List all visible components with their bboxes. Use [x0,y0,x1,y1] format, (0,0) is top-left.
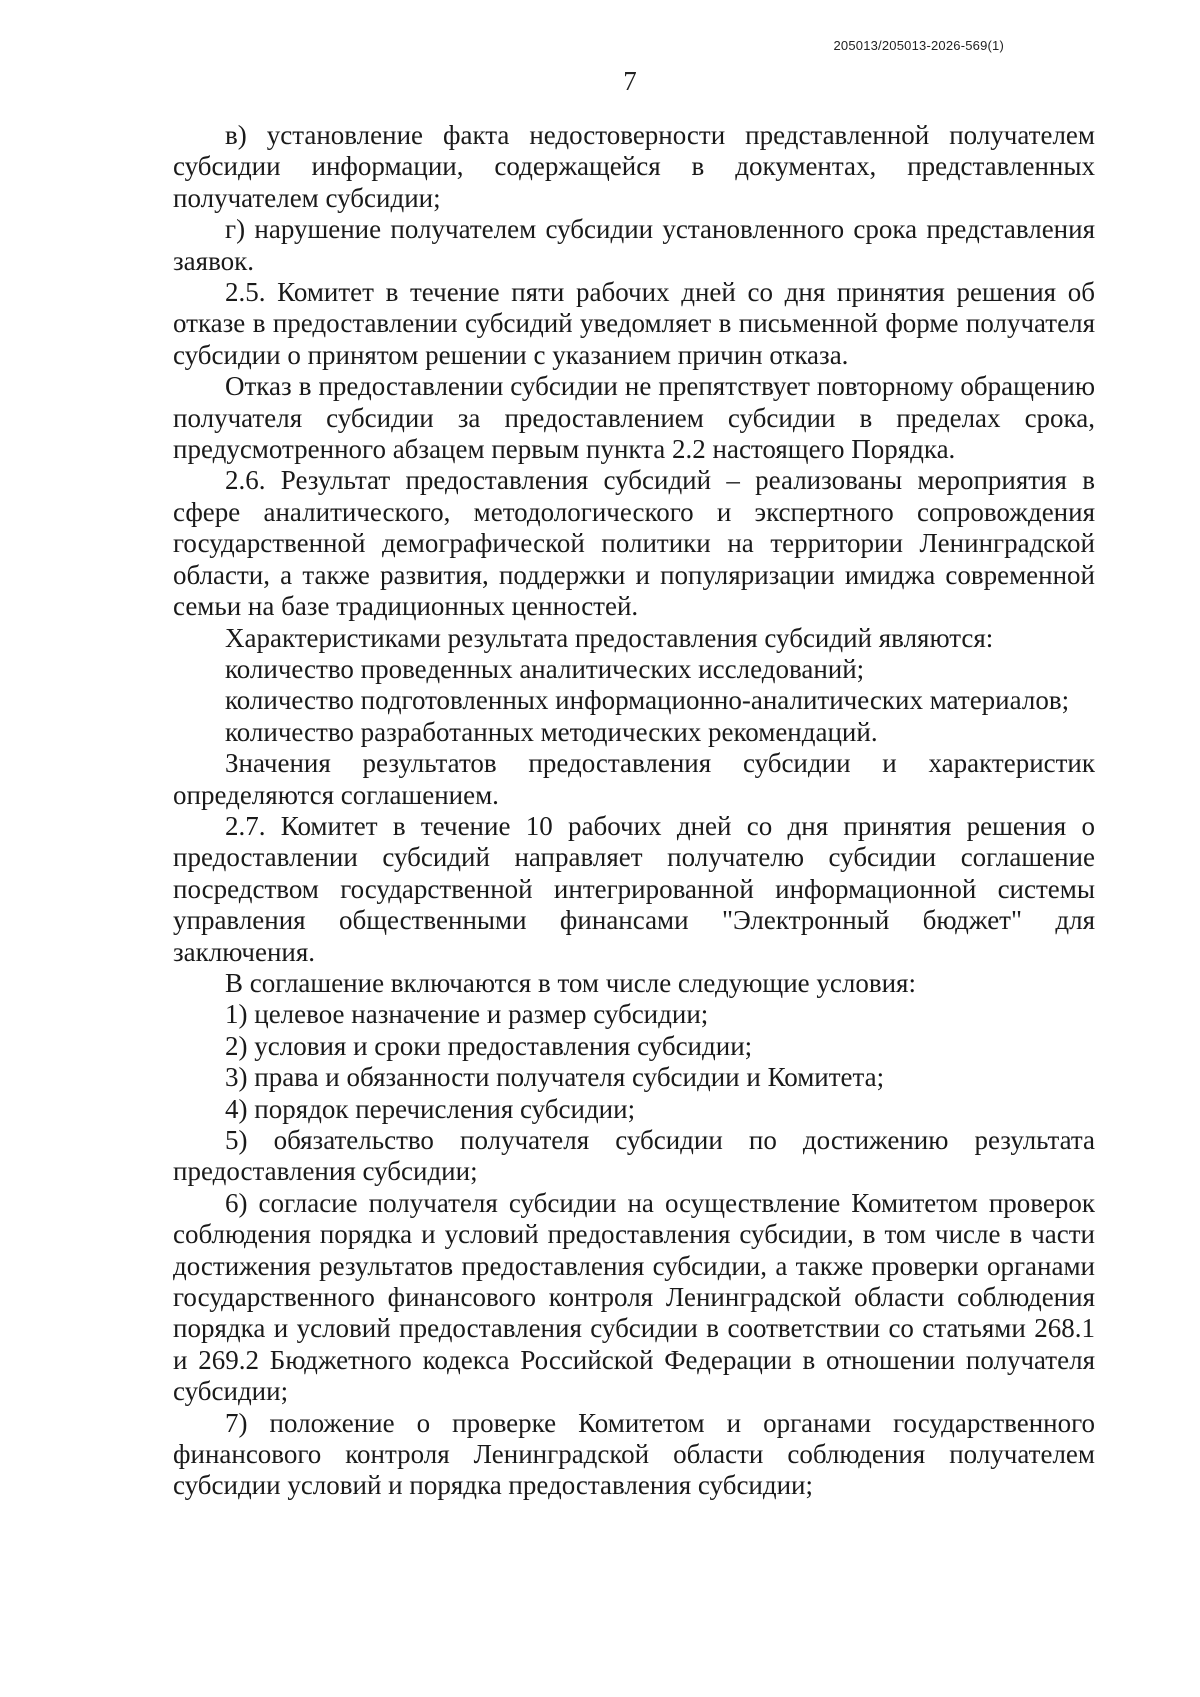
list-item: 6) согласие получателя субсидии на осуществление Комитетом проверок соблюдения порядка и условий предоставления субсидии, в том числе в части достижения результатов предоставления субсидии, а также проверки органами государственного финансового контроля Ленинградской области соблюдения порядка и условий предоставления субсидии в соответствии со статьями 268.1 и 269.2 Бюджетного кодекса Российской Федерации в отношении получателя субсидии; [173,1187,1095,1407]
list-item: количество проведенных аналитических исследований; [225,653,865,684]
list-item: 4) порядок перечисления субсидии; [225,1093,636,1124]
document-body [173,120,1095,1502]
document-id: 205013/205013-2026-569(1) [833,38,1004,53]
paragraph: 2.6. Результат предоставления субсидий – реализованы мероприятия в сфере аналитического, методологического и экспертного сопровождения государственной демографической политики на территории Ленинградской области, а также развития, поддержки и популяризации имиджа современной семьи на базе традиционных ценностей. [173,465,1095,622]
list-item: 7) положение о проверке Комитетом и органами государственного финансового контроля Ленинградской области соблюдения получателем субсидии условий и порядка предоставления субсидии; [173,1407,1095,1501]
paragraph: Значения результатов предоставления субсидии и характеристик определяются соглашением. [173,748,1095,810]
paragraph: Отказ в предоставлении субсидии не препятствует повторному обращению получателя субсидии за предоставлением субсидии в пределах срока, предусмотренного абзацем первым пункта 2.2 настоящего Порядка. [173,371,1095,465]
paragraph: 2.7. Комитет в течение 10 рабочих дней со дня принятия решения о предоставлении субсидий направляет получателю субсидии соглашение посредством государственной интегрированной информационной системы управления общественными финансами "Электронный бюджет" для заключения. [173,810,1095,967]
paragraph: г) нарушение получателем субсидии установленного срока представления заявок. [173,214,1095,276]
list-item: количество подготовленных информационно-аналитических материалов; [225,685,1070,716]
list-item: 2) условия и сроки предоставления субсидии; [225,1030,753,1061]
list-item: количество разработанных методических рекомендаций. [225,716,878,747]
paragraph: В соглашение включаются в том числе следующие условия: [225,967,916,998]
list-item: 5) обязательство получателя субсидии по достижению результата предоставления субсидии; [173,1125,1095,1187]
paragraph: в) установление факта недостоверности представленной получателем субсидии информации, содержащейся в документах, представленных получателем субсидии; [173,120,1095,213]
list-item: 1) целевое назначение и размер субсидии; [225,999,709,1030]
paragraph: 2.5. Комитет в течение пяти рабочих дней со дня принятия решения об отказе в предоставлении субсидий уведомляет в письменной форме получателя субсидии о принятом решении с указанием причин отказа. [173,277,1095,370]
paragraph: Характеристиками результата предоставления субсидий являются: [225,622,994,653]
list-item: 3) права и обязанности получателя субсидии и Комитета; [225,1062,885,1093]
page-number: 7 [623,66,637,96]
